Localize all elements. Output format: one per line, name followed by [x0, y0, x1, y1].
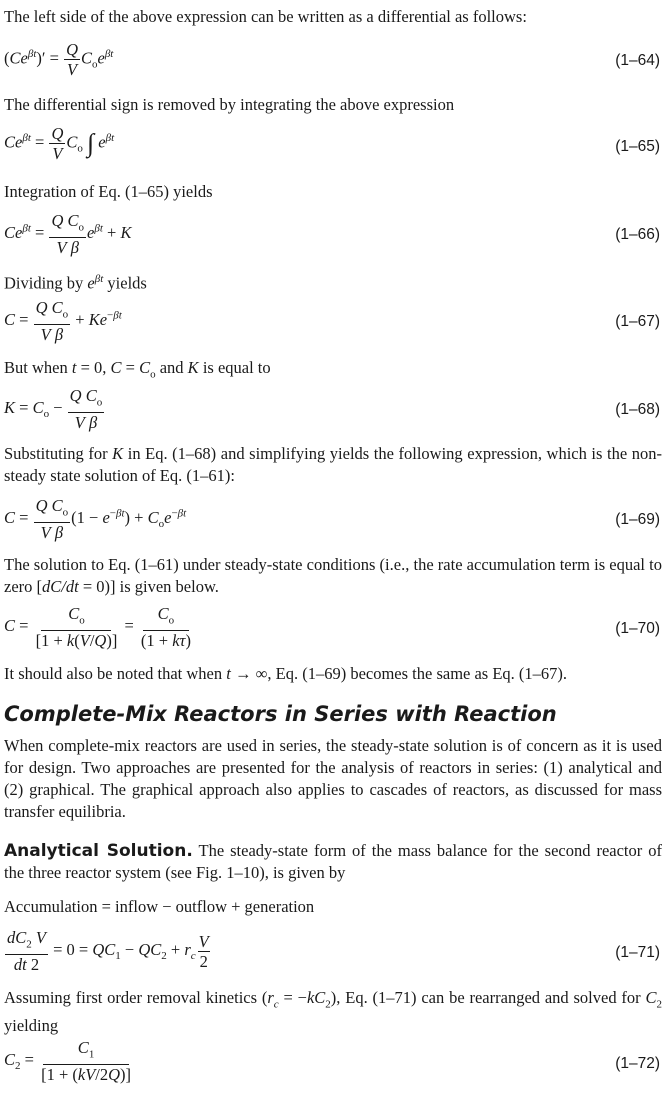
paragraph-12: Assuming first order removal kinetics $(r_c = -kC_2)$, Eq. (1–71) can be rearranged and solved for $C_2$ yielding	[4, 988, 662, 1036]
paragraph-9: When complete-mix reactors are used in series, the steady-state solution is of concern as it is used for design. Two approaches are presented for the analysis of reactors in series: (1) analytical and (2) graphical. The graphical approach also applies to cascades of reactors, as discussed for mass transfer equilibria.	[4, 736, 662, 821]
equation-number-1-66: (1–66)	[615, 226, 660, 243]
equation-1-70: C = $\frac{C_o}{[1 + k(V/Q)]}$ = $\frac{C_o}{(1 + k\tau)}$	[4, 604, 191, 651]
equation-number-1-71: (1–71)	[615, 944, 660, 961]
paragraph-10: Analytical Solution. The steady-state form of the mass balance for the second reactor of the three reactor system (see Fig. 1–10), is given by	[4, 841, 662, 882]
equation-number-1-70: (1–70)	[615, 620, 660, 637]
equation-1-71: $\frac{dC_2 V}{dt 2}$ = $0 = QC_1 - QC_2 + r_c$ $\frac{V}{2}$	[7, 928, 209, 975]
equation-1-69: C = $\frac{Q C_o}{\text{V β}}$ $(1 - e^{-\beta t}) + C_oe^{-\beta t}$	[4, 496, 187, 543]
equation-1-65: $Ce^{\beta t}$ = $\frac{Q}{V}$ $C_o$ ∫ $e^{\beta t}$	[4, 124, 115, 163]
paragraph-4: Dividing by $e^{\beta t}$ yields	[4, 273, 147, 293]
equation-1-66: $Ce^{\beta t}$ = $\frac{Q C_o}{\text{V β}}$ $e^{\beta t} + K$	[4, 211, 132, 258]
equation-number-1-65: (1–65)	[615, 138, 660, 155]
paragraph-5: But when t = 0, $C = C_o$ and K is equal to	[4, 358, 271, 381]
equation-1-67: C = $\frac{Q C_o}{\text{V β}}$ + $Ke^{-\beta t}$	[4, 298, 122, 345]
equation-number-1-64: (1–64)	[615, 52, 660, 69]
paragraph-7: The solution to Eq. (1–61) under steady-state conditions (i.e., the rate accumulation term is equal to zero [dC/dt = 0)] is given below.	[4, 555, 662, 596]
subsection-heading: Analytical Solution.	[4, 841, 193, 861]
paragraph-6: Substituting for K in Eq. (1–68) and simplifying yields the following expression, which is the non-steady state solution of Eq. (1–61):	[4, 444, 662, 485]
equation-number-1-68: (1–68)	[615, 401, 660, 418]
paragraph-8: It should also be noted that when t → ∞, Eq. (1–69) becomes the same as Eq. (1–67).	[4, 664, 568, 683]
equation-number-1-69: (1–69)	[615, 511, 660, 528]
paragraph-1: The left side of the above expression can be written as a differential as follows:	[4, 7, 527, 26]
equation-number-1-72: (1–72)	[615, 1055, 660, 1072]
section-heading: Complete-Mix Reactors in Series with Reaction	[4, 702, 557, 726]
paragraph-11: Accumulation = inflow − outflow + generation	[4, 897, 315, 916]
equation-1-72: $C_2$ = $\frac{C_1}{[1 + (kV/2Q)]}$	[4, 1038, 132, 1085]
equation-1-64: $(Ce^{\beta t})'$ = $\frac{Q}{V}$ $C_oe^{\beta t}$	[4, 40, 114, 79]
paragraph-2: The differential sign is removed by integrating the above expression	[4, 95, 455, 114]
equation-number-1-67: (1–67)	[615, 313, 660, 330]
paragraph-3: Integration of Eq. (1–65) yields	[4, 182, 213, 201]
equation-1-68: $K = C_o$ − $\frac{Q C_o}{\text{V β}}$	[4, 386, 103, 433]
